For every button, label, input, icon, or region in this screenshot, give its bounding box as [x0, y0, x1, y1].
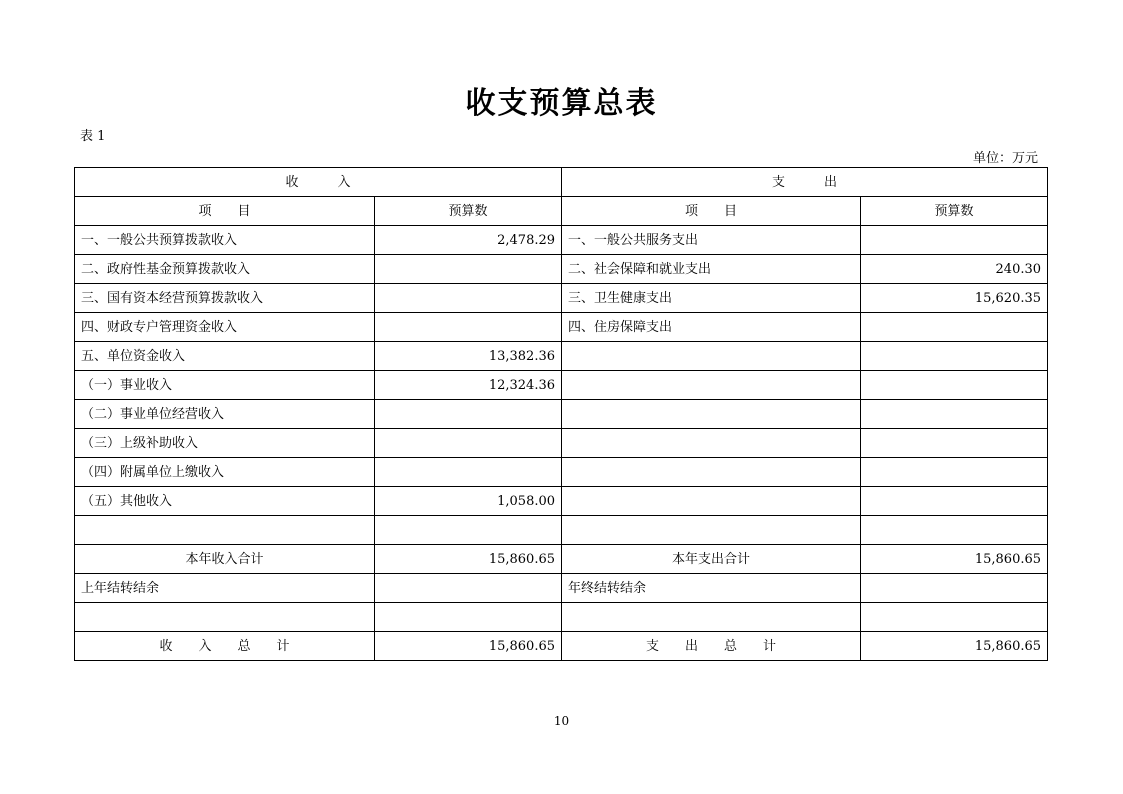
expense-amount-cell — [861, 313, 1048, 342]
income-amount-cell — [375, 458, 562, 487]
table-row — [75, 226, 1048, 255]
income-carryover-amount — [375, 574, 562, 603]
expense-item-cell — [562, 458, 861, 487]
expense-amount-cell — [861, 429, 1048, 458]
income-amount-cell — [375, 400, 562, 429]
expense-item-cell: 二、社会保障和就业支出 — [562, 255, 861, 284]
grand-total-row — [75, 632, 1048, 661]
income-section-header: 收 入 — [75, 168, 562, 197]
table-row — [75, 342, 1048, 371]
blank-row — [75, 603, 1048, 632]
table-row — [75, 313, 1048, 342]
expense-subtotal-label: 本年支出合计 — [562, 545, 861, 574]
expense-amount-cell — [861, 342, 1048, 371]
expense-amount-cell — [861, 371, 1048, 400]
blank-cell — [861, 603, 1048, 632]
income-item-cell: 五、单位资金收入 — [75, 342, 375, 371]
income-subtotal-label: 本年收入合计 — [75, 545, 375, 574]
income-amount-cell — [375, 516, 562, 545]
income-amount-cell — [375, 429, 562, 458]
table-row — [75, 516, 1048, 545]
income-amount-cell: 1,058.00 — [375, 487, 562, 516]
income-item-cell: 三、国有资本经营预算拨款收入 — [75, 284, 375, 313]
page-title: 收支预算总表 — [465, 86, 658, 121]
expense-amount-header: 预算数 — [861, 197, 1048, 226]
subtotal-row — [75, 545, 1048, 574]
table-row — [75, 255, 1048, 284]
income-amount-cell — [375, 255, 562, 284]
expense-subtotal-amount: 15,860.65 — [861, 545, 1048, 574]
column-header-row — [75, 197, 1048, 226]
income-carryover-label: 上年结转结余 — [75, 574, 375, 603]
expense-item-cell — [562, 371, 861, 400]
expense-amount-cell — [861, 487, 1048, 516]
expense-total-amount: 15,860.65 — [861, 632, 1048, 661]
income-item-cell: 一、一般公共预算拨款收入 — [75, 226, 375, 255]
table-number: 表 1 — [80, 129, 106, 144]
expense-amount-cell — [861, 400, 1048, 429]
table-row — [75, 371, 1048, 400]
income-item-cell: 四、财政专户管理资金收入 — [75, 313, 375, 342]
expense-item-cell — [562, 342, 861, 371]
income-item-cell: （五）其他收入 — [75, 487, 375, 516]
section-header-row — [75, 168, 1048, 197]
income-amount-cell — [375, 284, 562, 313]
table-row — [75, 458, 1048, 487]
blank-cell — [562, 603, 861, 632]
table-row — [75, 284, 1048, 313]
income-amount-header: 预算数 — [375, 197, 562, 226]
expense-item-cell — [562, 487, 861, 516]
income-total-amount: 15,860.65 — [375, 632, 562, 661]
table-row — [75, 487, 1048, 516]
expense-carryover-label: 年终结转结余 — [562, 574, 861, 603]
budget-summary-table — [74, 167, 1048, 661]
expense-amount-cell — [861, 458, 1048, 487]
income-item-cell: （四）附属单位上缴收入 — [75, 458, 375, 487]
expense-item-cell: 一、一般公共服务支出 — [562, 226, 861, 255]
blank-cell — [375, 603, 562, 632]
expense-amount-cell: 240.30 — [861, 255, 1048, 284]
table-row — [75, 429, 1048, 458]
income-item-cell — [75, 516, 375, 545]
income-subtotal-amount: 15,860.65 — [375, 545, 562, 574]
income-item-cell: （二）事业单位经营收入 — [75, 400, 375, 429]
income-amount-cell: 2,478.29 — [375, 226, 562, 255]
expense-item-cell — [562, 400, 861, 429]
income-item-cell: 二、政府性基金预算拨款收入 — [75, 255, 375, 284]
expense-amount-cell — [861, 226, 1048, 255]
page-number: 10 — [553, 714, 570, 728]
expense-item-cell: 三、卫生健康支出 — [562, 284, 861, 313]
carryover-row — [75, 574, 1048, 603]
income-item-header: 项 目 — [75, 197, 375, 226]
expense-amount-cell — [861, 516, 1048, 545]
income-item-cell: （一）事业收入 — [75, 371, 375, 400]
expense-item-cell — [562, 429, 861, 458]
income-amount-cell — [375, 313, 562, 342]
income-total-label: 收 入 总 计 — [75, 632, 375, 661]
expense-total-label: 支 出 总 计 — [562, 632, 861, 661]
expense-carryover-amount — [861, 574, 1048, 603]
table-row — [75, 400, 1048, 429]
expense-item-cell: 四、住房保障支出 — [562, 313, 861, 342]
income-amount-cell: 13,382.36 — [375, 342, 562, 371]
income-item-cell: （三）上级补助收入 — [75, 429, 375, 458]
expense-section-header: 支 出 — [562, 168, 1048, 197]
expense-item-header: 项 目 — [562, 197, 861, 226]
expense-amount-cell: 15,620.35 — [861, 284, 1048, 313]
expense-item-cell — [562, 516, 861, 545]
blank-cell — [75, 603, 375, 632]
income-amount-cell: 12,324.36 — [375, 371, 562, 400]
unit-label: 单位：万元 — [972, 151, 1038, 166]
